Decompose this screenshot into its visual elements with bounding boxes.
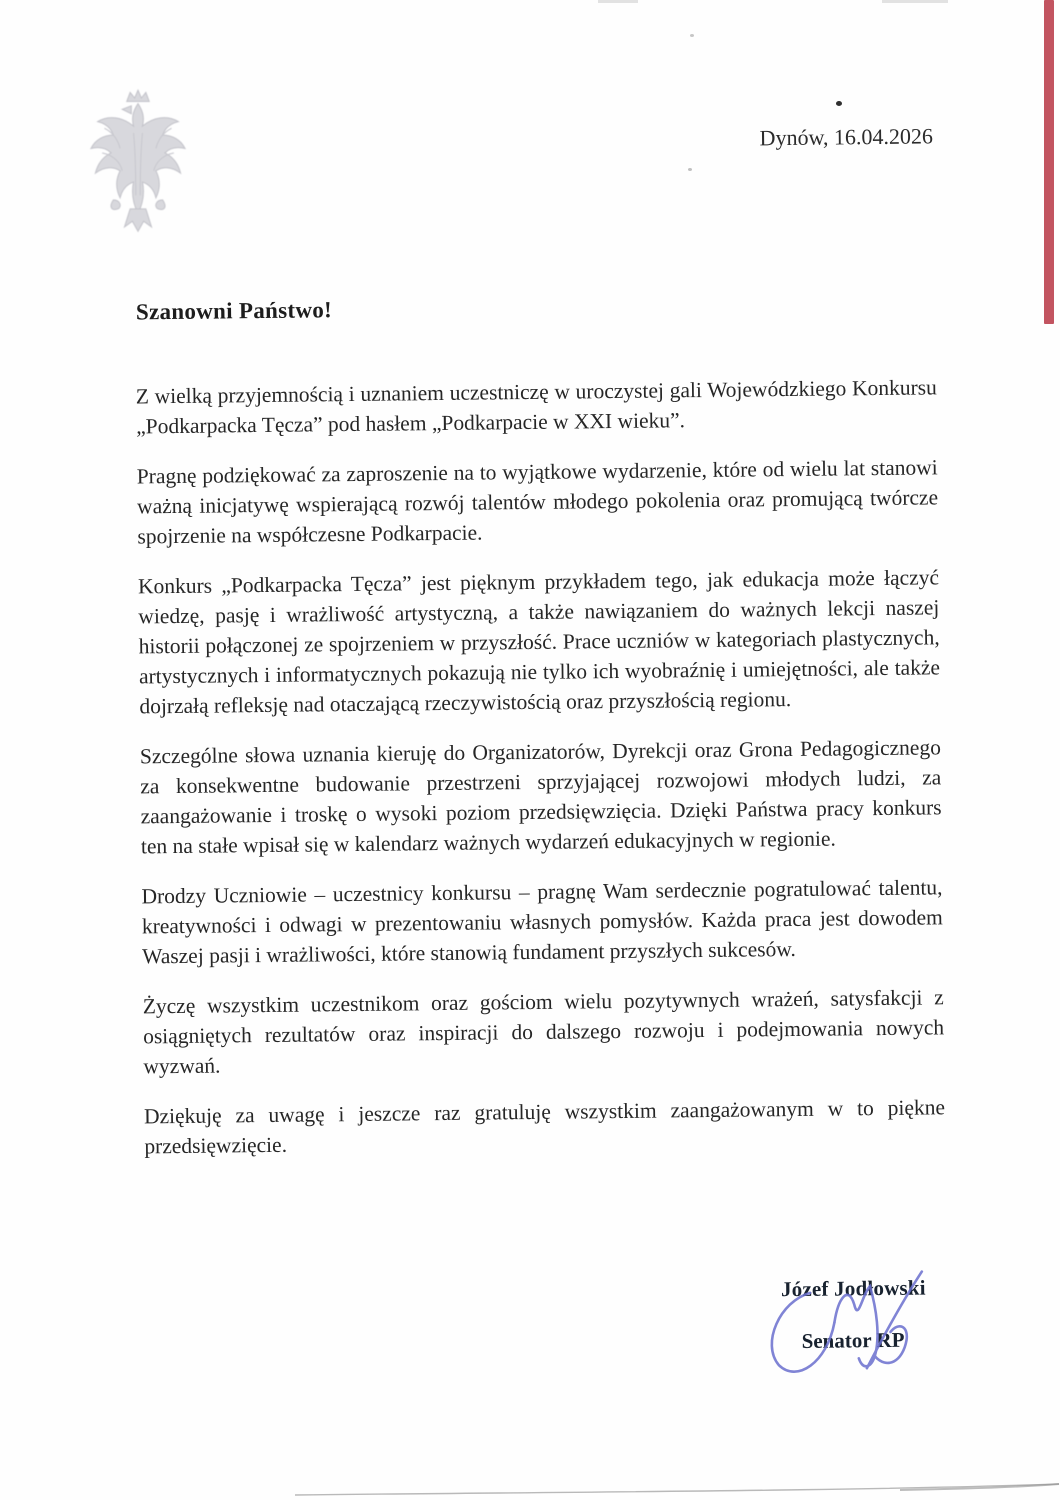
handwritten-signature-icon [760, 1269, 941, 1386]
letter-paragraph: Życzę wszystkim uczestnikom oraz gościom wielu pozytywnych wrażeń, satysfakcji z osiągniętych rezultatów oraz inspiracji do dalszego rozwoju i podejmowania nowych wyzwań. [142, 985, 945, 1079]
scan-speck [688, 168, 692, 171]
scan-smudge [882, 0, 948, 3]
letter-paragraph: Dziękuję za uwagę i jeszcze raz gratuluję wszystkim zaangażowanym w to piękne przedsięwzięcie. [143, 1095, 946, 1159]
letter-paragraph: Pragnę podziękować za zaproszenie na to wyjątkowe wydarzenie, które od wielu lat stanowi ważną inicjatywę wspierającą rozwój talentów młodego pokolenia oraz promującą twórcze spojrzenie na współczesne Podkarpacie. [136, 455, 939, 549]
salutation: Szanowni Państwo! [135, 297, 333, 325]
scan-speck [836, 101, 842, 106]
signature-name: Józef Jodłowski [780, 1275, 926, 1302]
letter-paragraph: Drodzy Uczniowie – uczestnicy konkursu – pragnę Wam serdecznie pogratulować talentu, kreatywności i odwagi w prezentowaniu własnych pomysłów. Każda praca jest dowodem Waszej pasji i wrażliwości, które stanowią fundament przyszłych sukcesów. [141, 875, 943, 969]
letter-paragraph: Z wielką przyjemnością i uznaniem uczestniczę w uroczystej gali Wojewódzkiego Konkursu „Podkarpacka Tęcza” pod hasłem „Podkarpacie w XXI wieku”. [135, 375, 937, 439]
letter-body [136, 372, 946, 1181]
place-and-date: Dynów, 16.04.2026 [759, 123, 934, 151]
letter-paragraph: Szczególne słowa uznania kieruję do Organizatorów, Dyrekcji oraz Grona Pedagogicznego za konsekwentne budowanie przestrzeni sprzyjającej rozwojowi młodych ludzi, za zaangażowanie i troskę o wysoki poziom przedsięwzięcia. Dzięki Państwa pracy konkurs ten na stałe wpisał się w kalendarz ważnych wydarzeń edukacyjnych w regionie. [139, 735, 942, 859]
signature-title: Senator RP [801, 1327, 905, 1353]
scan-speck [690, 34, 694, 37]
letter-paragraph: Konkurs „Podkarpacka Tęcza” jest pięknym przykładem tego, jak edukacja może łączyć wiedzę, pasję i wrażliwość artystyczną, a także nawiązaniem do ważnych lekcji naszej historii połączonej ze spojrzeniem w przyszłość. Prace uczniów w kategoriach plastycznych, artystycznych i informatycznych pokazują nie tylko ich wyobraźnię i umiejętności, ale także dojrzałą refleksję nad otaczającą rzeczywistością oraz przyszłością regionu. [137, 565, 941, 719]
signature-block [758, 1275, 974, 1392]
scan-smudge [598, 0, 638, 3]
